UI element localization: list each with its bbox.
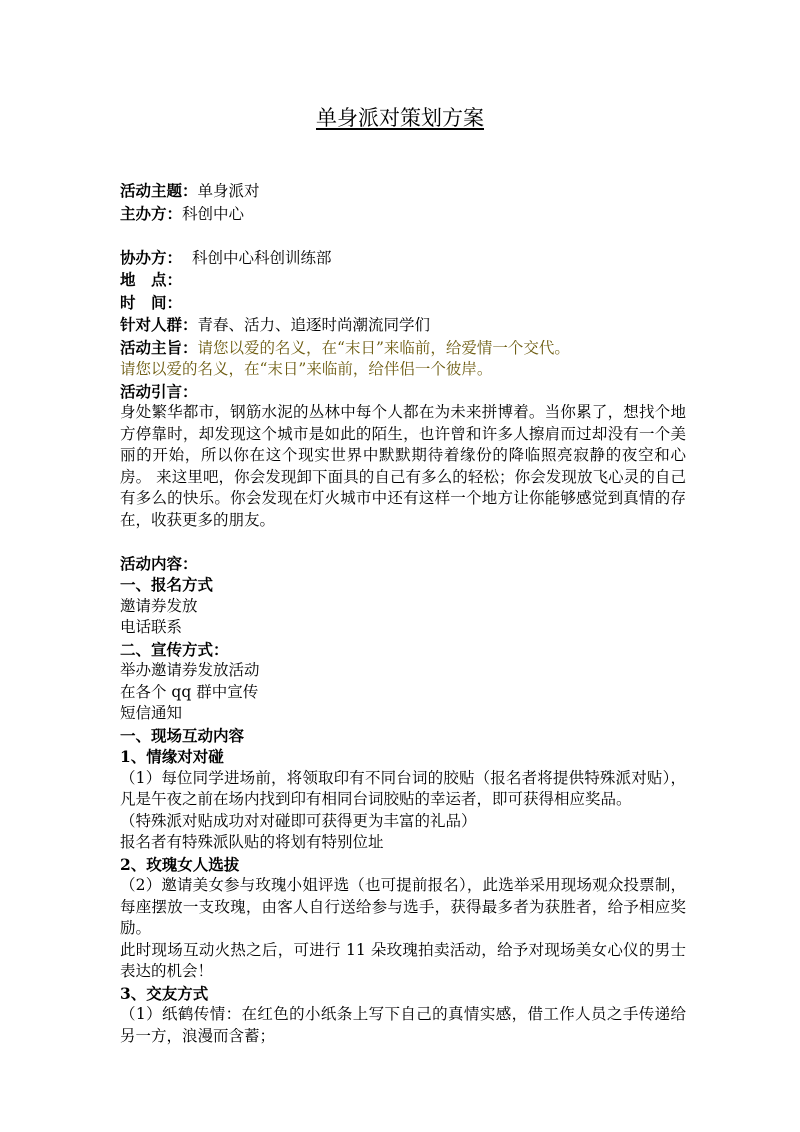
spacer bbox=[120, 531, 686, 553]
signup-heading: 一、报名方式 bbox=[120, 575, 214, 594]
organizer-label: 主办方： bbox=[120, 203, 183, 223]
section-2-paragraph-1: （2）邀请美女参与玫瑰小姐评选（也可提前报名），此选举采用现场观众投票制，每座摆放一支玫瑰，由客人自行送给参与选手，获得最多者为获胜者，给予相应奖励。 bbox=[120, 876, 686, 937]
co-organizer-label: 协办方： bbox=[120, 247, 183, 267]
time-line bbox=[120, 292, 686, 315]
organizer-line bbox=[120, 203, 686, 226]
intro-label: 活动引言： bbox=[120, 381, 198, 401]
audience-value: 青春、活力、追逐时尚潮流同学们 bbox=[197, 316, 431, 334]
section-1-heading: 1、情缘对对碰 bbox=[120, 747, 224, 766]
document-title: 单身派对策划方案 bbox=[316, 106, 484, 130]
document-body bbox=[120, 180, 686, 1047]
section-1-paragraph-2: （特殊派对贴成功对对碰即可获得更为丰富的礼品） bbox=[120, 811, 477, 830]
organizer-value: 科创中心 bbox=[182, 204, 245, 223]
list-item: 短信通知 bbox=[120, 704, 183, 722]
theme-value: 单身派对 bbox=[197, 182, 260, 200]
list-item: 电话联系 bbox=[120, 618, 183, 636]
section-2-paragraph-2: 此时现场互动火热之后，可进行 11 朵玫瑰拍卖活动，给予对现场美女心仪的男士表达的机会！ bbox=[120, 940, 686, 980]
purpose-label: 活动主旨： bbox=[120, 337, 198, 357]
purpose-line-2: 请您以爱的名义，在“末日”来临前，给伴侣一个彼岸。 bbox=[120, 360, 493, 378]
theme-line bbox=[120, 180, 686, 203]
purpose-line bbox=[120, 337, 686, 360]
co-organizer-value: 科创中心科创训练部 bbox=[192, 248, 332, 267]
time-label: 时 间： bbox=[120, 292, 183, 312]
purpose-value: 请您以爱的名义，在“末日”来临前，给爱情一个交代。 bbox=[197, 338, 570, 357]
audience-line bbox=[120, 314, 686, 337]
promotion-heading: 二、宣传方式： bbox=[120, 639, 229, 659]
interaction-heading: 一、现场互动内容 bbox=[120, 725, 245, 745]
list-item: 举办邀请券发放活动 bbox=[120, 661, 260, 679]
venue-line bbox=[120, 269, 686, 292]
content-label: 活动内容： bbox=[120, 553, 198, 573]
list-item: 邀请券发放 bbox=[120, 596, 198, 615]
intro-text: 身处繁华都市，钢筋水泥的丛林中每个人都在为未来拼博着。当你累了，想找个地方停靠时，却发现这个城市是如此的陌生，也许曾和许多人擦肩而过却没有一个美丽的开始，所以你在这个现实世界中默默期待着缘份的降临照亮寂静的夜空和心房。 来这里吧，你会发现卸下面具的自己有多么的轻松；你会发现放飞心灵的自己有多么的快乐。你会发现在灯火城市中还有这样一个地方让你能够感觉到真情的存在，收获更多的朋友。 bbox=[120, 403, 686, 529]
section-3-heading: 3、交友方式 bbox=[120, 983, 209, 1003]
section-1-paragraph-3: 报名者有特殊派队贴的将划有特别位址 bbox=[120, 833, 384, 851]
section-1-paragraph-1: （1）每位同学进场前，将领取印有不同台词的胶贴（报名者将提供特殊派对贴），凡是午夜之前在场内找到印有相同台词胶贴的幸运者，即可获得相应奖品。 bbox=[120, 768, 686, 808]
venue-label: 地 点： bbox=[120, 270, 183, 289]
theme-label: 活动主题： bbox=[120, 181, 198, 200]
list-item: 在各个 qq 群中宣传 bbox=[120, 682, 259, 701]
section-3-paragraph-1: （1）纸鹤传情：在红色的小纸条上写下自己的真情实感，借工作人员之手传递给另一方，浪漫而含蓄； bbox=[120, 1005, 686, 1045]
audience-label: 针对人群： bbox=[120, 315, 198, 334]
co-organizer-line bbox=[120, 247, 686, 270]
section-2-heading: 2、玫瑰女人选拔 bbox=[120, 854, 240, 874]
spacer bbox=[120, 225, 686, 247]
